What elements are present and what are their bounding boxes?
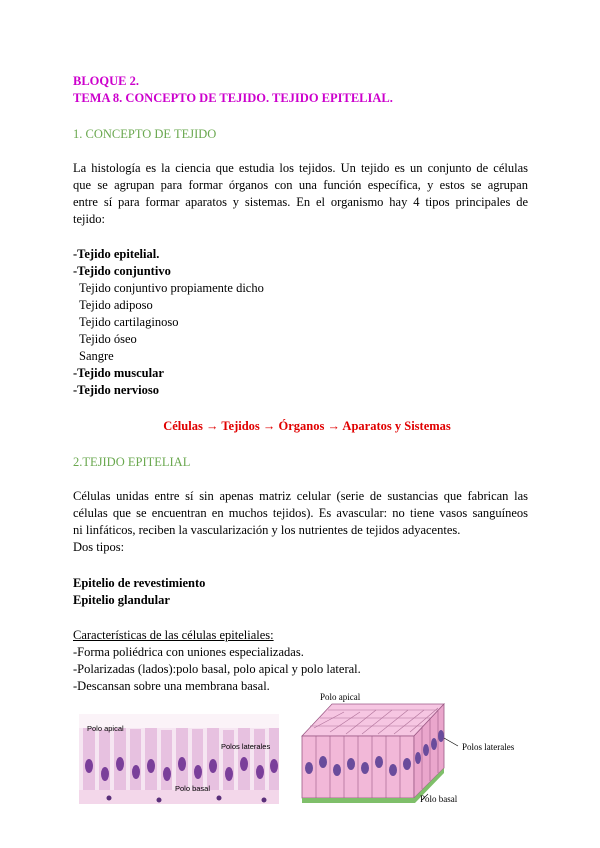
micro-label-lateral: Polos laterales — [221, 742, 271, 751]
paragraph-line: tejido: — [73, 212, 105, 226]
paragraph-line: ni linfáticos, reciben la vascularización y los nutrientes de tejidos adyacentes. — [73, 523, 461, 537]
characteristic-item: -Forma poliédrica con uniones especializadas. — [73, 645, 304, 659]
paragraph-line: que se agrupan para formar órganos con una función específica, y estos se agrupan — [73, 178, 528, 192]
type-item: Epitelio de revestimiento — [73, 576, 206, 590]
characteristics-title: Características de las células epiteliales: — [73, 628, 274, 642]
section1-title: 1. CONCEPTO DE TEJIDO — [73, 127, 217, 141]
list-item: -Tejido epitelial. — [73, 247, 160, 261]
bloque-heading: BLOQUE 2. — [73, 74, 139, 88]
paragraph-line: entre sí para formar aparatos y sistemas. En el organismo hay 4 tipos principales de — [73, 195, 528, 209]
diagram-label-lateral: Polos laterales — [462, 742, 515, 752]
tissue-list — [73, 246, 264, 399]
paragraph-line: Células unidas entre sí sin apenas matriz celular (serie de sustancias que fabrican las — [73, 489, 528, 503]
list-item: Tejido conjuntivo propiamente dicho — [79, 281, 264, 295]
micro-label-apical: Polo apical — [87, 724, 124, 733]
diagram-label-basal: Polo basal — [420, 794, 458, 804]
section1-paragraph — [73, 160, 528, 228]
characteristics — [73, 627, 361, 695]
diagram-label-apical: Polo apical — [320, 692, 361, 702]
characteristic-item: -Descansan sobre una membrana basal. — [73, 679, 270, 693]
hierarchy-line: Células → Tejidos → Órganos → Aparatos y Sistemas — [163, 419, 451, 433]
list-item: -Tejido conjuntivo — [73, 264, 171, 278]
paragraph-line: La histología es la ciencia que estudia los tejidos. Un tejido es un conjunto de células — [73, 161, 528, 175]
list-item: Tejido óseo — [79, 332, 137, 346]
epithelium-types — [73, 575, 205, 609]
micrograph-image — [79, 714, 279, 804]
epithelium-diagram — [294, 688, 544, 813]
micro-label-basal: Polo basal — [175, 784, 211, 793]
characteristic-item: -Polarizadas (lados):polo basal, polo apical y polo lateral. — [73, 662, 361, 676]
list-item: Tejido adiposo — [79, 298, 153, 312]
list-item: Tejido cartilaginoso — [79, 315, 179, 329]
list-item: -Tejido muscular — [73, 366, 164, 380]
paragraph-line: Dos tipos: — [73, 540, 125, 554]
section2-title: 2.TEJIDO EPITELIAL — [73, 455, 191, 469]
paragraph-line: células que se encuentran en muchos tejidos). Es avascular: no tiene vasos sanguíneos — [73, 506, 528, 520]
type-item: Epitelio glandular — [73, 593, 170, 607]
section2-paragraph — [73, 488, 528, 556]
list-item: -Tejido nervioso — [73, 383, 159, 397]
tema-heading: TEMA 8. CONCEPTO DE TEJIDO. TEJIDO EPITELIAL. — [73, 91, 393, 105]
list-item: Sangre — [79, 349, 114, 363]
